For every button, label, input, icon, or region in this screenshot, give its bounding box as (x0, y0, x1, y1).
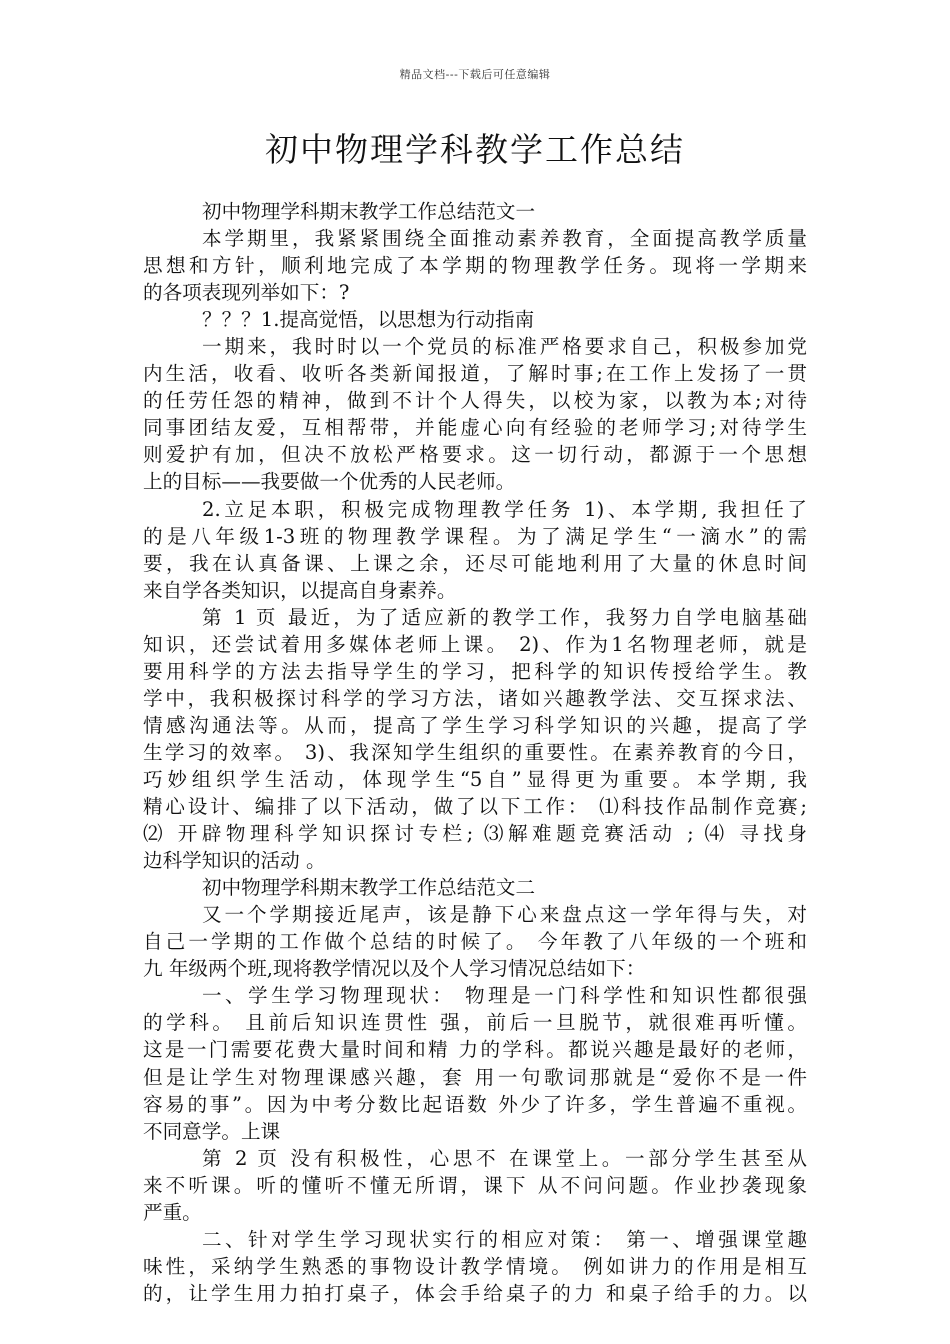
text-line: 严重。 (143, 1200, 202, 1224)
text-line: 的学科。 且前后知识连贯性 强，前后一旦脱节，就很难再听懂。 (143, 1011, 807, 1035)
text-line: 不同意学。上课 (143, 1119, 281, 1143)
text-line: 又一个学期接近尾声，该是静下心来盘点这一学年得与失，对 (202, 903, 807, 927)
text-line: 容易的事”。因为中考分数比起语数 外少了许多，学生普遍不重视。 (143, 1092, 807, 1116)
text-line: 则爱护有加，但决不放松严格要求。这一切行动，都源于一个思想 (143, 443, 807, 467)
text-line: 2.立足本职，积极完成物理教学任务 1)、本学期, 我担任了 (202, 497, 807, 521)
text-line: 同事团结友爱，互相帮带，并能虚心向有经验的老师学习;对待学生 (143, 416, 807, 440)
text-line: ？？？1.提高觉悟，以思想为行动指南 (202, 308, 535, 332)
text-line: 自己一学期的工作做个总结的时候了。 今年教了八年级的一个班和 (143, 930, 807, 954)
text-line: 一、学生学习物理现状： 物理是一门科学性和知识性都很强 (202, 984, 807, 1008)
text-line: 要用科学的方法去指导学生的学习，把科学的知识传授给学生。教 (143, 659, 807, 683)
text-line: 二、针对学生学习现状实行的相应对策： 第一、增强课堂趣 (202, 1227, 807, 1251)
document-title: 初中物理学科教学工作总结 (265, 130, 685, 169)
text-line: 第 2 页 没有积极性，心思不 在课堂上。一部分学生甚至从 (202, 1146, 807, 1170)
text-line: 来不听课。听的懂听不懂无所谓，课下 从不问问题。作业抄袭现象 (143, 1173, 807, 1197)
text-line: 巧妙组织学生活动，体现学生“5自”显得更为重要。本学期, 我 (143, 767, 807, 791)
text-line: 学中，我积极探讨科学的学习方法，诸如兴趣教学法、交互探求法、 (143, 686, 807, 710)
text-line: 一期来，我时时以一个党员的标准严格要求自己，积极参加党 (202, 335, 807, 359)
text-line: 第 1 页 最近，为了适应新的教学工作，我努力自学电脑基础 (202, 605, 807, 629)
text-line: 九 年级两个班,现将教学情况以及个人学习情况总结如下： (143, 957, 646, 981)
text-line: 要，我在认真备课、上课之余，还尽可能地利用了大量的休息时间 (143, 551, 807, 575)
text-line: 但是让学生对物理课感兴趣，套 用一句歌词那就是“爱你不是一件 (143, 1065, 807, 1089)
text-line: 的各项表现列举如下：? (143, 281, 350, 305)
text-line: 内生活，收看、收听各类新闻报道，了解时事;在工作上发扬了一贯 (143, 362, 807, 386)
text-line: 精心设计、编排了以下活动，做了以下工作： ⑴科技作品制作竞赛; (143, 795, 807, 819)
text-line: 上的目标——我要做一个优秀的人民老师。 (143, 470, 516, 494)
text-line: 知识，还尝试着用多媒体老师上课。 2)、作为1名物理老师，就是 (143, 632, 807, 656)
text-line: 初中物理学科期末教学工作总结范文二 (202, 876, 536, 900)
text-line: ⑵ 开辟物理科学知识探讨专栏; ⑶解难题竞赛活动 ; ⑷ 寻找身 (143, 822, 807, 846)
text-line: 边科学知识的活动 。 (143, 849, 326, 873)
text-line: 来自学各类知识，以提高自身素养。 (143, 578, 457, 602)
text-line: 本学期里，我紧紧围绕全面推动素养教育，全面提高教学质量 (202, 227, 807, 251)
text-line: 味性，采纳学生熟悉的事物设计教学情境。 例如讲力的作用是相互 (143, 1254, 807, 1278)
page-header: 精品文档---下载后可任意编辑 (399, 68, 551, 81)
document-body (143, 198, 807, 1307)
text-line: 这是一门需要花费大量时间和精 力的学科。都说兴趣是最好的老师， (143, 1038, 807, 1062)
text-line: 思想和方针，顺利地完成了本学期的物理教学任务。现将一学期来 (143, 254, 807, 278)
text-line: 的任劳任怨的精神，做到不计个人得失，以校为家，以教为本;对待 (143, 389, 807, 413)
text-line: 生学习的效率。 3)、我深知学生组织的重要性。在素养教育的今日， (143, 740, 807, 764)
text-line: 的是八年级1-3班的物理教学课程。为了满足学生“一滴水”的需 (143, 524, 807, 548)
text-line: 的，让学生用力拍打桌子，体会手给桌子的力 和桌子给手的力。以 (143, 1281, 807, 1305)
text-line: 初中物理学科期末教学工作总结范文一 (202, 200, 536, 223)
text-line: 情感沟通法等。从而，提高了学生学习科学知识的兴趣，提高了学 (143, 713, 807, 737)
